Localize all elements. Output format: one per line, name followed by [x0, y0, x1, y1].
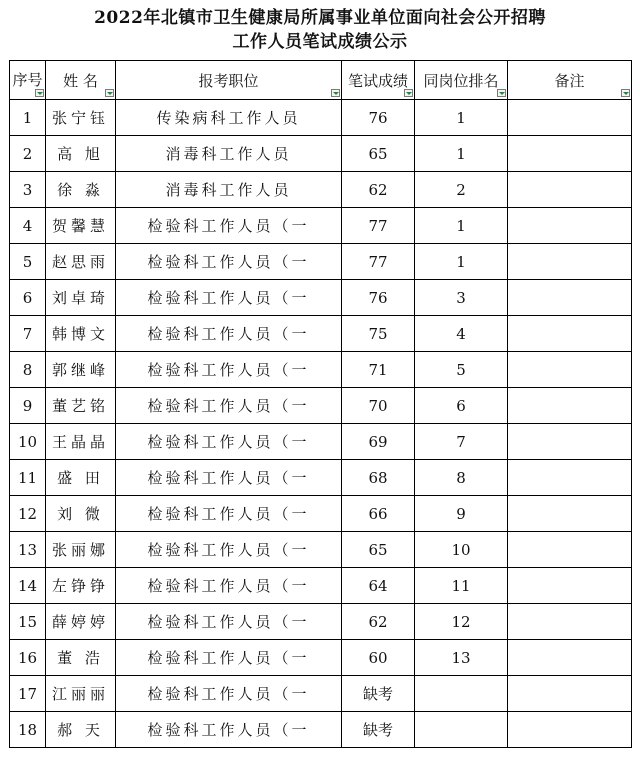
header-name — [46, 61, 116, 100]
filter-dropdown-icon[interactable] — [404, 89, 413, 97]
cell-score: 76 — [342, 280, 415, 316]
cell-seq: 18 — [10, 712, 46, 748]
table-row — [10, 496, 632, 532]
cell-seq: 6 — [10, 280, 46, 316]
header-seq — [10, 61, 46, 100]
cell-remark — [508, 532, 632, 568]
cell-position: 检验科工作人员（一 — [116, 244, 342, 280]
cell-seq: 16 — [10, 640, 46, 676]
table-row — [10, 244, 632, 280]
cell-name: 高 旭 — [46, 136, 116, 172]
cell-score: 66 — [342, 496, 415, 532]
cell-seq: 9 — [10, 388, 46, 424]
header-score-label: 笔试成绩 — [347, 71, 408, 90]
cell-rank: 8 — [415, 460, 508, 496]
cell-name: 郭继峰 — [46, 352, 116, 388]
cell-name: 刘卓琦 — [46, 280, 116, 316]
cell-position: 检验科工作人员（一 — [116, 424, 342, 460]
cell-position: 检验科工作人员（一 — [116, 604, 342, 640]
filter-dropdown-icon[interactable] — [105, 89, 114, 97]
cell-name: 盛 田 — [46, 460, 116, 496]
cell-rank: 7 — [415, 424, 508, 460]
cell-seq: 1 — [10, 100, 46, 136]
cell-position: 检验科工作人员（一 — [116, 676, 342, 712]
cell-name: 董艺铭 — [46, 388, 116, 424]
cell-rank: 6 — [415, 388, 508, 424]
table-row — [10, 136, 632, 172]
header-remark-label: 备注 — [554, 71, 585, 90]
table-row — [10, 568, 632, 604]
cell-seq: 3 — [10, 172, 46, 208]
cell-position: 检验科工作人员（一 — [116, 280, 342, 316]
cell-name: 赵思雨 — [46, 244, 116, 280]
cell-rank: 10 — [415, 532, 508, 568]
cell-remark — [508, 316, 632, 352]
cell-position: 检验科工作人员（一 — [116, 640, 342, 676]
table-row — [10, 388, 632, 424]
cell-score: 77 — [342, 244, 415, 280]
header-rank-label: 同岗位排名 — [423, 71, 499, 90]
cell-position: 检验科工作人员（一 — [116, 496, 342, 532]
cell-position: 检验科工作人员（一 — [116, 460, 342, 496]
cell-name: 董 浩 — [46, 640, 116, 676]
cell-seq: 15 — [10, 604, 46, 640]
cell-remark — [508, 676, 632, 712]
cell-remark — [508, 604, 632, 640]
table-row — [10, 208, 632, 244]
cell-seq: 11 — [10, 460, 46, 496]
cell-score: 缺考 — [342, 712, 415, 748]
table-row — [10, 280, 632, 316]
cell-name: 薛婷婷 — [46, 604, 116, 640]
cell-seq: 5 — [10, 244, 46, 280]
cell-remark — [508, 208, 632, 244]
table-row — [10, 712, 632, 748]
cell-remark — [508, 460, 632, 496]
cell-rank: 3 — [415, 280, 508, 316]
cell-rank: 11 — [415, 568, 508, 604]
table-row — [10, 640, 632, 676]
cell-position: 检验科工作人员（一 — [116, 352, 342, 388]
cell-position: 消毒科工作人员 — [116, 172, 342, 208]
cell-position: 检验科工作人员（一 — [116, 568, 342, 604]
cell-score: 65 — [342, 136, 415, 172]
table-row — [10, 352, 632, 388]
cell-name: 韩博文 — [46, 316, 116, 352]
cell-rank: 1 — [415, 136, 508, 172]
table-row — [10, 424, 632, 460]
cell-score: 77 — [342, 208, 415, 244]
cell-position: 消毒科工作人员 — [116, 136, 342, 172]
cell-seq: 7 — [10, 316, 46, 352]
cell-score: 76 — [342, 100, 415, 136]
page-title: 2022年北镇市卫生健康局所属事业单位面向社会公开招聘 — [94, 8, 546, 28]
cell-remark — [508, 244, 632, 280]
cell-rank: 1 — [415, 100, 508, 136]
table-row — [10, 676, 632, 712]
cell-seq: 14 — [10, 568, 46, 604]
cell-score: 68 — [342, 460, 415, 496]
cell-rank — [415, 676, 508, 712]
cell-score: 69 — [342, 424, 415, 460]
table-row — [10, 100, 632, 136]
cell-remark — [508, 712, 632, 748]
cell-remark — [508, 136, 632, 172]
header-rank — [415, 61, 508, 100]
cell-seq: 12 — [10, 496, 46, 532]
header-position-label: 报考职位 — [198, 71, 259, 90]
cell-remark — [508, 172, 632, 208]
cell-seq: 13 — [10, 532, 46, 568]
table-row — [10, 460, 632, 496]
cell-rank — [415, 712, 508, 748]
filter-dropdown-icon[interactable] — [497, 89, 506, 97]
cell-seq: 4 — [10, 208, 46, 244]
cell-name: 徐 淼 — [46, 172, 116, 208]
cell-name: 江丽丽 — [46, 676, 116, 712]
cell-score: 62 — [342, 172, 415, 208]
cell-position: 检验科工作人员（一 — [116, 208, 342, 244]
filter-dropdown-icon[interactable] — [621, 89, 630, 97]
cell-remark — [508, 100, 632, 136]
cell-seq: 8 — [10, 352, 46, 388]
cell-rank: 13 — [415, 640, 508, 676]
cell-name: 刘 微 — [46, 496, 116, 532]
cell-rank: 4 — [415, 316, 508, 352]
cell-rank: 1 — [415, 244, 508, 280]
header-row — [10, 61, 632, 100]
cell-position: 检验科工作人员（一 — [116, 388, 342, 424]
cell-seq: 10 — [10, 424, 46, 460]
header-name-label: 姓 名 — [63, 71, 98, 90]
cell-position: 检验科工作人员（一 — [116, 532, 342, 568]
table-row — [10, 604, 632, 640]
cell-rank: 9 — [415, 496, 508, 532]
cell-name: 贺馨慧 — [46, 208, 116, 244]
cell-score: 75 — [342, 316, 415, 352]
filter-dropdown-icon[interactable] — [331, 89, 340, 97]
cell-remark — [508, 424, 632, 460]
cell-remark — [508, 352, 632, 388]
cell-position: 检验科工作人员（一 — [116, 316, 342, 352]
cell-remark — [508, 496, 632, 532]
cell-name: 王晶晶 — [46, 424, 116, 460]
cell-seq: 2 — [10, 136, 46, 172]
filter-dropdown-icon[interactable] — [35, 89, 44, 97]
cell-remark — [508, 568, 632, 604]
cell-rank: 5 — [415, 352, 508, 388]
header-score — [342, 61, 415, 100]
cell-rank: 1 — [415, 208, 508, 244]
cell-name: 左铮铮 — [46, 568, 116, 604]
cell-rank: 12 — [415, 604, 508, 640]
page-subtitle: 工作人员笔试成绩公示 — [232, 32, 408, 52]
cell-score: 缺考 — [342, 676, 415, 712]
cell-score: 64 — [342, 568, 415, 604]
table-row — [10, 316, 632, 352]
cell-name: 张丽娜 — [46, 532, 116, 568]
cell-score: 65 — [342, 532, 415, 568]
cell-score: 62 — [342, 604, 415, 640]
cell-name: 郝 天 — [46, 712, 116, 748]
header-seq-label: 序号 — [12, 71, 43, 89]
cell-rank: 2 — [415, 172, 508, 208]
cell-position: 检验科工作人员（一 — [116, 712, 342, 748]
cell-remark — [508, 640, 632, 676]
score-table — [9, 60, 632, 748]
cell-position: 传染病科工作人员 — [116, 100, 342, 136]
header-position — [116, 61, 342, 100]
cell-score: 60 — [342, 640, 415, 676]
cell-remark — [508, 388, 632, 424]
table-row — [10, 172, 632, 208]
cell-seq: 17 — [10, 676, 46, 712]
cell-score: 70 — [342, 388, 415, 424]
cell-score: 71 — [342, 352, 415, 388]
header-remark — [508, 61, 632, 100]
cell-remark — [508, 280, 632, 316]
table-row — [10, 532, 632, 568]
cell-name: 张宁钰 — [46, 100, 116, 136]
table-body — [10, 100, 632, 748]
